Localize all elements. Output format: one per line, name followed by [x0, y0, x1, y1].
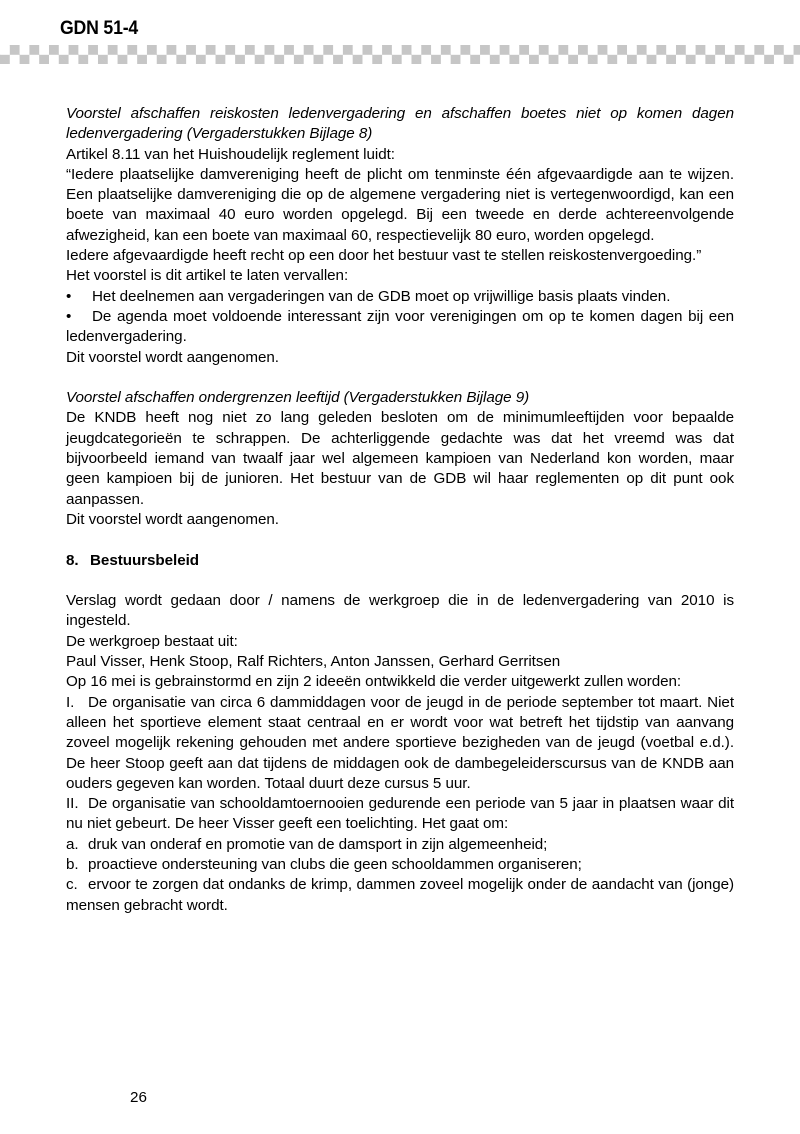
paragraph-article-quote-part2: Iedere afgevaardigde heeft recht op een door het bestuur vast te stellen reiskostenvergoeding.”	[66, 247, 702, 265]
paragraph-idea-I	[66, 693, 734, 794]
list-marker: b.	[66, 855, 79, 873]
paragraph-bullet-2	[66, 307, 734, 348]
list-item-text: proactieve ondersteuning van clubs die geen schooldammen organiseren;	[88, 855, 582, 873]
list-item-text: De agenda moet voldoende interessant zijn voor verenigingen om op te komen dagen bij een ledenvergadering.	[66, 307, 734, 346]
paragraph-sub-a	[66, 835, 734, 855]
page-footer	[0, 1074, 800, 1134]
paragraph-article-quote-part1: “Iedere plaatselijke damvereniging heeft de plicht om tenminste één afgevaardigde aan te wijzen. Een plaatselijke damvereniging die op de algemene vergadering niet is vertegenwoordigd, kan een boete van maximaal 40 euro worden opgelegd. Bij een tweede en derde achtereenvolgende afwezigheid, kan een boete van maximaal 60, respectievelijk 80 euro, worden opgelegd.	[66, 165, 734, 244]
list-item-text: druk van onderaf en promotie van de damsport in zijn algemeenheid;	[88, 835, 548, 853]
paragraph-idea-II	[66, 794, 734, 835]
paragraph-spacer	[66, 530, 734, 550]
list-marker: II.	[66, 795, 79, 813]
paragraph-sub-c	[66, 875, 734, 916]
paragraph-proposal-2-body: De KNDB heeft nog niet zo lang geleden besloten om de minimumleeftijden voor bepaalde jeugdcategorieën te schrappen. De achterliggende gedachte was dat het vreemd was dat bijvoorbeeld iemand van twaalf jaar wel algemeen kampioen van Nederland kon worden, maar geen kampioen bij de junioren. Het bestuur van de GDB wil haar reglementen op dit punt ook aanpassen.	[66, 409, 734, 508]
list-item-text: Het deelnemen aan vergaderingen van de GDB moet op vrijwillige basis plaats vinden.	[92, 287, 671, 305]
list-marker: •	[66, 287, 72, 305]
header-title: GDN 51-4	[60, 18, 139, 39]
paragraph-section-8-heading	[66, 551, 734, 571]
paragraph-article-reference: Artikel 8.11 van het Huishoudelijk reglement luidt:	[66, 145, 395, 163]
paragraph-proposal-1-intro: Het voorstel is dit artikel te laten vervallen:	[66, 267, 349, 285]
paragraph-proposal-1-title: Voorstel afschaffen reiskosten ledenvergadering en afschaffen boetes niet op komen dagen ledenvergadering (Vergaderstukken Bijlage 8)	[66, 105, 734, 143]
heading-number: 8.	[66, 551, 79, 569]
list-marker: c.	[66, 876, 78, 894]
paragraph-bullet-1	[66, 287, 734, 307]
list-item-text: De organisatie van schooldamtoernooien gedurende een periode van 5 jaar in plaatsen waar dit nu niet gebeurt. De heer Visser geeft een toelichting. Het gaat om:	[66, 795, 734, 833]
list-marker: •	[66, 307, 72, 325]
paragraph-spacer	[66, 571, 734, 591]
paragraph-spacer	[66, 368, 734, 388]
page-header	[0, 0, 800, 72]
paragraph-proposal-2-title: Voorstel afschaffen ondergrenzen leeftijd (Vergaderstukken Bijlage 9)	[66, 389, 530, 407]
paragraph-brainstorm-intro: Op 16 mei is gebrainstormd en zijn 2 ideeën ontwikkeld die verder uitgewerkt zullen worden:	[66, 673, 682, 691]
paragraph-proposal-1-outcome: Dit voorstel wordt aangenomen.	[66, 348, 279, 366]
paragraph-workgroup-report: Verslag wordt gedaan door / namens de werkgroep die in de ledenvergadering van 2010 is ingesteld.	[66, 592, 734, 630]
list-marker: I.	[66, 693, 75, 711]
list-item-text: ervoor te zorgen dat ondanks de krimp, dammen zoveel mogelijk onder de aandacht van (jonge) mensen gebracht wordt.	[66, 876, 734, 914]
heading-text: Bestuursbeleid	[90, 551, 200, 569]
checkered-band-decoration	[0, 45, 800, 64]
paragraph-workgroup-members: Paul Visser, Henk Stoop, Ralf Richters, Anton Janssen, Gerhard Gerritsen	[66, 653, 561, 671]
paragraph-workgroup-members-label: De werkgroep bestaat uit:	[66, 632, 238, 650]
paragraph-proposal-2-outcome: Dit voorstel wordt aangenomen.	[66, 510, 279, 528]
list-marker: a.	[66, 835, 79, 853]
list-item-text: De organisatie van circa 6 dammiddagen voor de jeugd in de periode september tot maart. Niet alleen het sportieve element staat centraal en er wordt voor wat betreft het tijdstip van aanvang zoveel mogelijk rekening gehouden met andere sportieve bezigheden van de jeugd (voetbal e.d.). De heer Stoop geeft aan dat tijdens de middagen ook de dambegeleiderscursus van de KNDB aan ouders gegeven kan worden. Totaal duurt deze cursus 5 uur.	[66, 693, 734, 792]
document-body	[66, 104, 734, 916]
page-number: 26	[130, 1089, 147, 1106]
paragraph-sub-b	[66, 855, 734, 875]
